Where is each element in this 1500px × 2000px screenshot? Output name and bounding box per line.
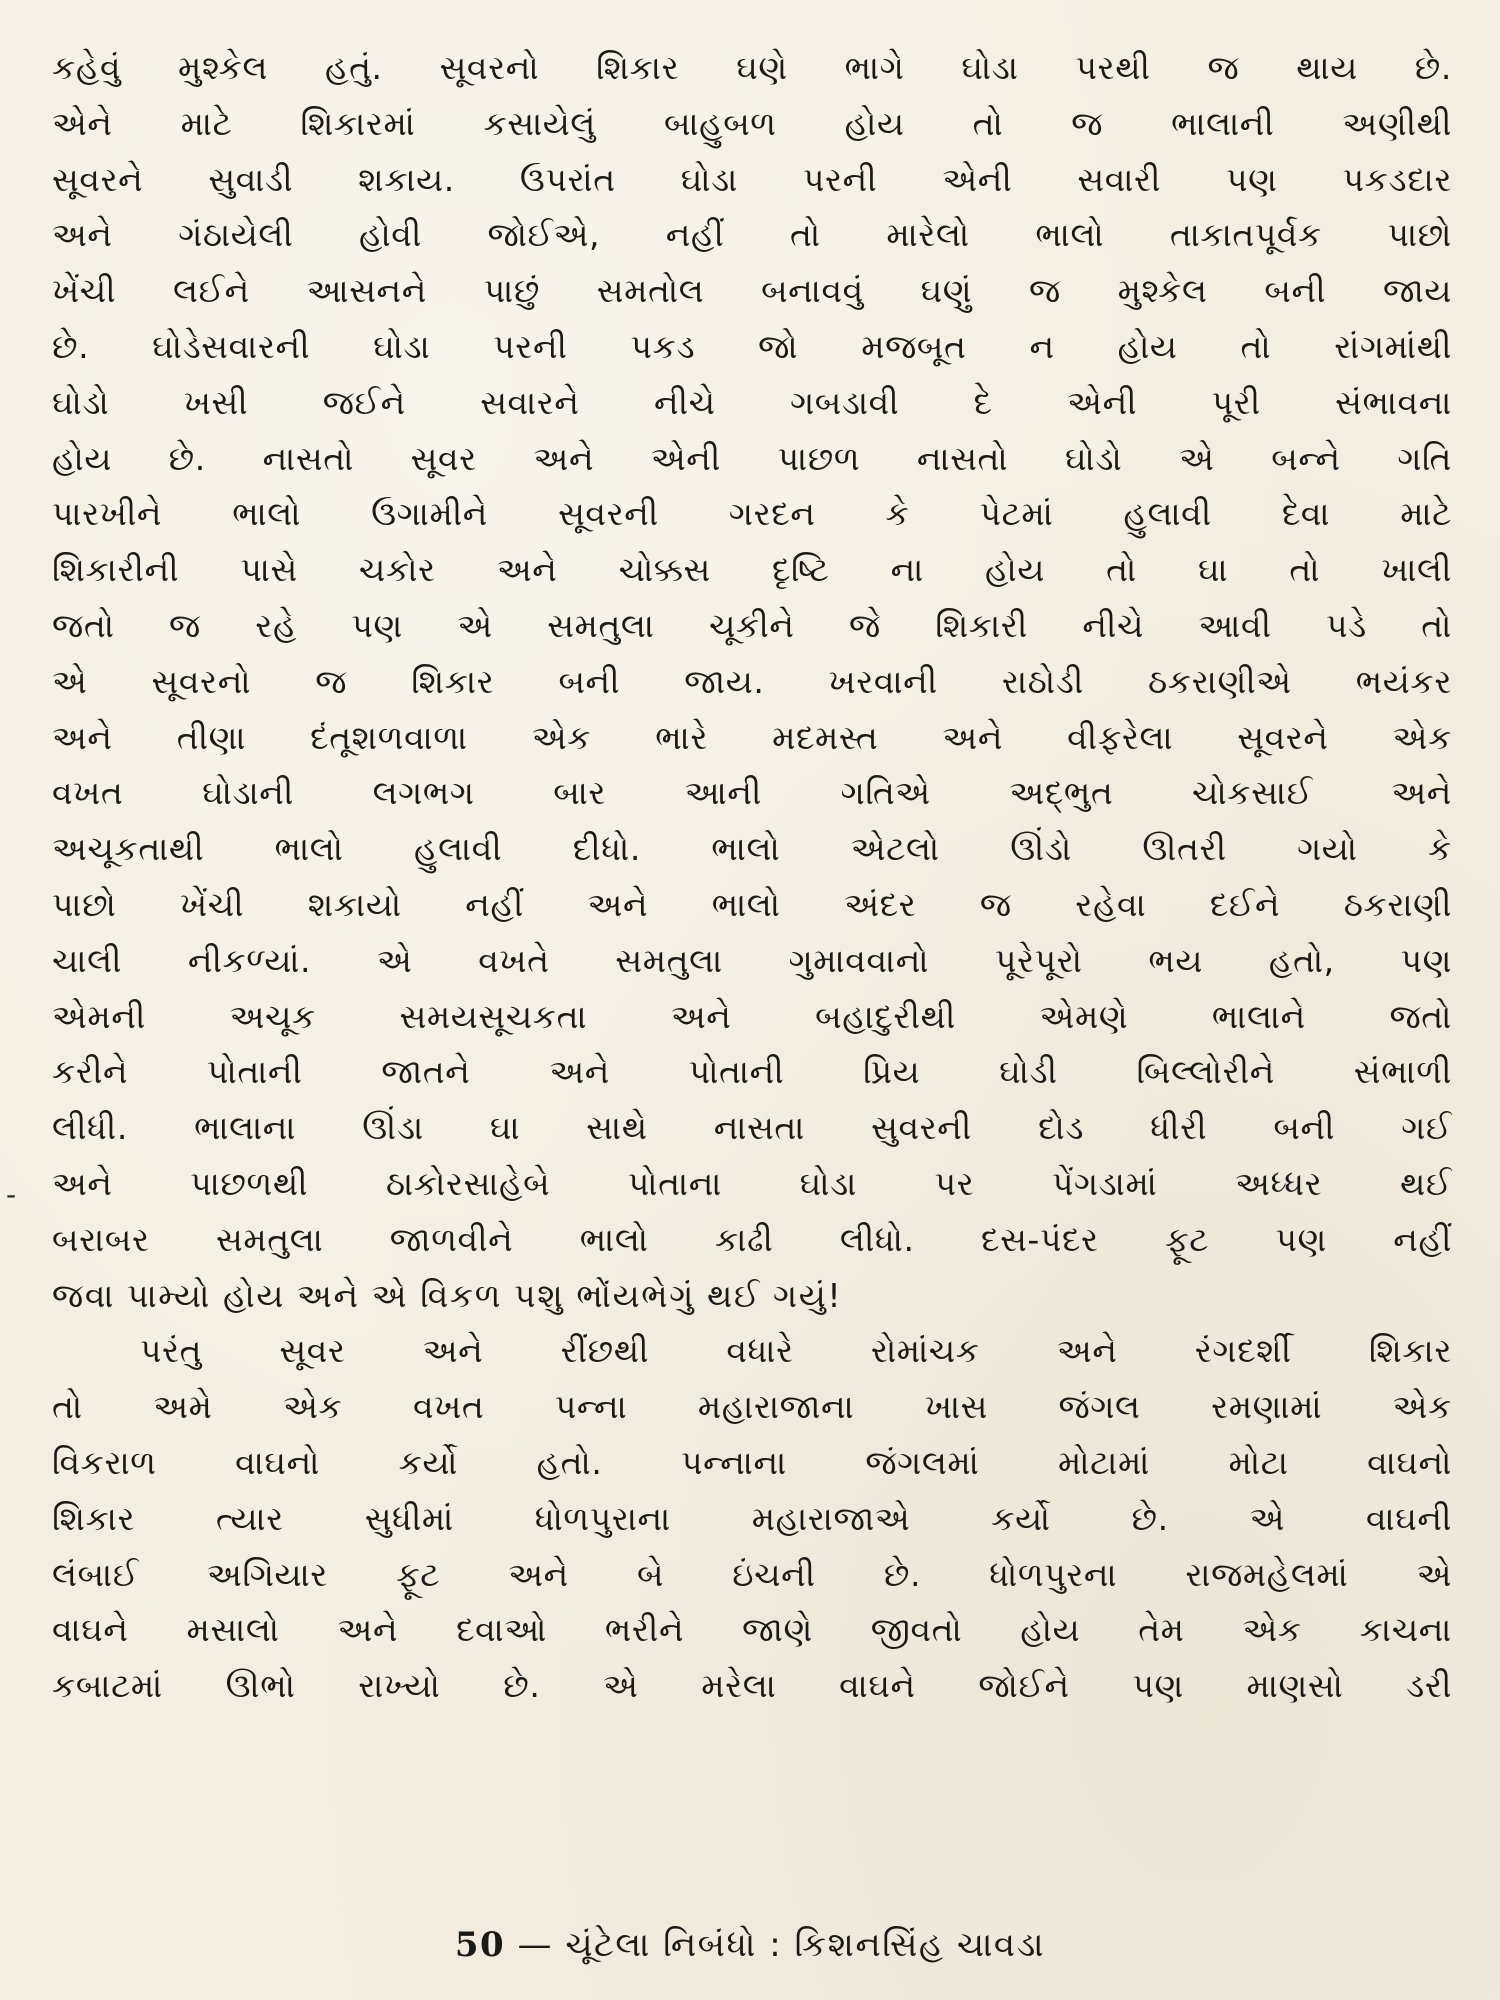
text-line: એમની અચૂક સમયસૂચકતા અને બહાદુરીથી એમણે ભાલાને જતો (52, 996, 1452, 1036)
text-line: જતો જ રહે પણ એ સમતુલા ચૂકીને જે શિકારી નીચે આવી પડે તો (52, 605, 1452, 645)
text-line: એ સૂવરનો જ શિકાર બની જાય. ખરવાની રાઠોડી ઠકરાણીએ ભયંકર (52, 661, 1452, 701)
text-line: કહેવું મુશ્કેલ હતું. સૂવરનો શિકાર ઘણે ભાગે ઘોડા પરથી જ થાય છે. (52, 48, 1452, 87)
text-line: શિકારીની પાસે ચકોર અને ચોક્કસ દૃષ્ટિ ના હોય તો ઘા તો ખાલી (52, 550, 1452, 590)
text-line: કરીને પોતાની જાતને અને પોતાની પ્રિય ઘોડી બિલ્લોરીને સંભાળી (52, 1052, 1452, 1092)
text-line: વખત ઘોડાની લગભગ બાર આની ગતિએ અદ્ભુત ચોકસાઈ અને (52, 773, 1452, 813)
text-line: સૂવરને સુવાડી શકાય. ઉપરાંત ઘોડા પરની એની સવારી પણ પકડદાર (52, 159, 1452, 199)
text-line: શિકાર ત્યાર સુધીમાં ધોળપુરાના મહારાજાએ કર્યો છે. એ વાઘની (52, 1498, 1452, 1538)
text-line: જવા પામ્યો હોય અને એ વિકળ પશુ ભોંયભેગું થઈ ગયું! (52, 1275, 843, 1315)
text-line: તો અમે એક વખત પન્ના મહારાજાના ખાસ જંગલ રમણામાં એક (52, 1387, 1452, 1427)
text-line: અને ગંઠાયેલી હોવી જોઈએ, નહીં તો મારેલો ભાલો તાકાતપૂર્વક પાછો (52, 215, 1452, 255)
footer-separator: — (517, 1925, 554, 1965)
text-line: વિકરાળ વાઘનો કર્યો હતો. પન્નાના જંગલમાં મોટામાં મોટા વાઘનો (52, 1442, 1452, 1482)
text-line: લીધી. ભાલાના ઊંડા ઘા સાથે નાસતા સુવરની દોડ ધીરી બની ગઈ (52, 1108, 1452, 1148)
page-number: 50 (454, 1925, 506, 1965)
margin-mark: - (6, 1178, 17, 1211)
text-line: ખેંચી લઈને આસનને પાછું સમતોલ બનાવવું ઘણું જ મુશ્કેલ બની જાય (52, 271, 1452, 311)
text-line: હોય છે. નાસતો સૂવર અને એની પાછળ નાસતો ઘોડો એ બન્ને ગતિ (52, 438, 1452, 478)
text-line: બરાબર સમતુલા જાળવીને ભાલો કાઢી લીધો. દસ-પંદર ફૂટ પણ નહીં (52, 1219, 1452, 1259)
author-name: કિશનસિંહ ચાવડા (794, 1925, 1046, 1965)
text-line: લંબાઈ અગિયાર ફૂટ અને બે ઇંચની છે. ધોળપુરના રાજમહેલમાં એ (52, 1554, 1452, 1594)
paragraph-start-line: પરંતુ સૂવર અને રીંછથી વધારે રોમાંચક અને રંગદર્શી શિકાર (140, 1331, 1452, 1371)
text-line: ચાલી નીકળ્યાં. એ વખતે સમતુલા ગુમાવવાનો પૂરેપૂરો ભય હતો, પણ (52, 940, 1452, 980)
body-text (52, 40, 1452, 1714)
text-line: છે. ઘોડેસવારની ઘોડા પરની પકડ જો મજબૂત ન હોય તો રાંગમાંથી (52, 326, 1452, 366)
text-line: ઘોડો ખસી જઈને સવારને નીચે ગબડાવી દે એની પૂરી સંભાવના (52, 382, 1452, 422)
text-line: એને માટે શિકારમાં કસાયેલું બાહુબળ હોય તો જ ભાલાની અણીથી (52, 103, 1452, 143)
book-title: ચૂંટેલા નિબંધો (565, 1925, 757, 1965)
text-line: અચૂકતાથી ભાલો હુલાવી દીધો. ભાલો એટલો ઊંડો ઊતરી ગયો કે (52, 829, 1452, 869)
text-line: પારખીને ભાલો ઉગામીને સૂવરની ગરદન કે પેટમાં હુલાવી દેવા માટે (52, 494, 1452, 534)
page-footer (0, 1920, 1500, 1970)
text-line: અને પાછળથી ઠાકોરસાહેબે પોતાના ઘોડા પર પેંગડામાં અધ્ધર થઈ (52, 1163, 1452, 1203)
text-line: વાઘને મસાલો અને દવાઓ ભરીને જાણે જીવતો હોય તેમ એક કાચના (52, 1610, 1452, 1650)
footer-colon: : (769, 1925, 783, 1965)
text-line: અને તીણા દંતૂશળવાળા એક ભારે મદમસ્ત અને વીફરેલા સૂવરને એક (52, 717, 1452, 757)
text-line: કબાટમાં ઊભો રાખ્યો છે. એ મરેલા વાઘને જોઈને પણ માણસો ડરી (52, 1666, 1452, 1706)
text-line: પાછો ખેંચી શકાયો નહીં અને ભાલો અંદર જ રહેવા દઈને ઠકરાણી (52, 884, 1452, 924)
